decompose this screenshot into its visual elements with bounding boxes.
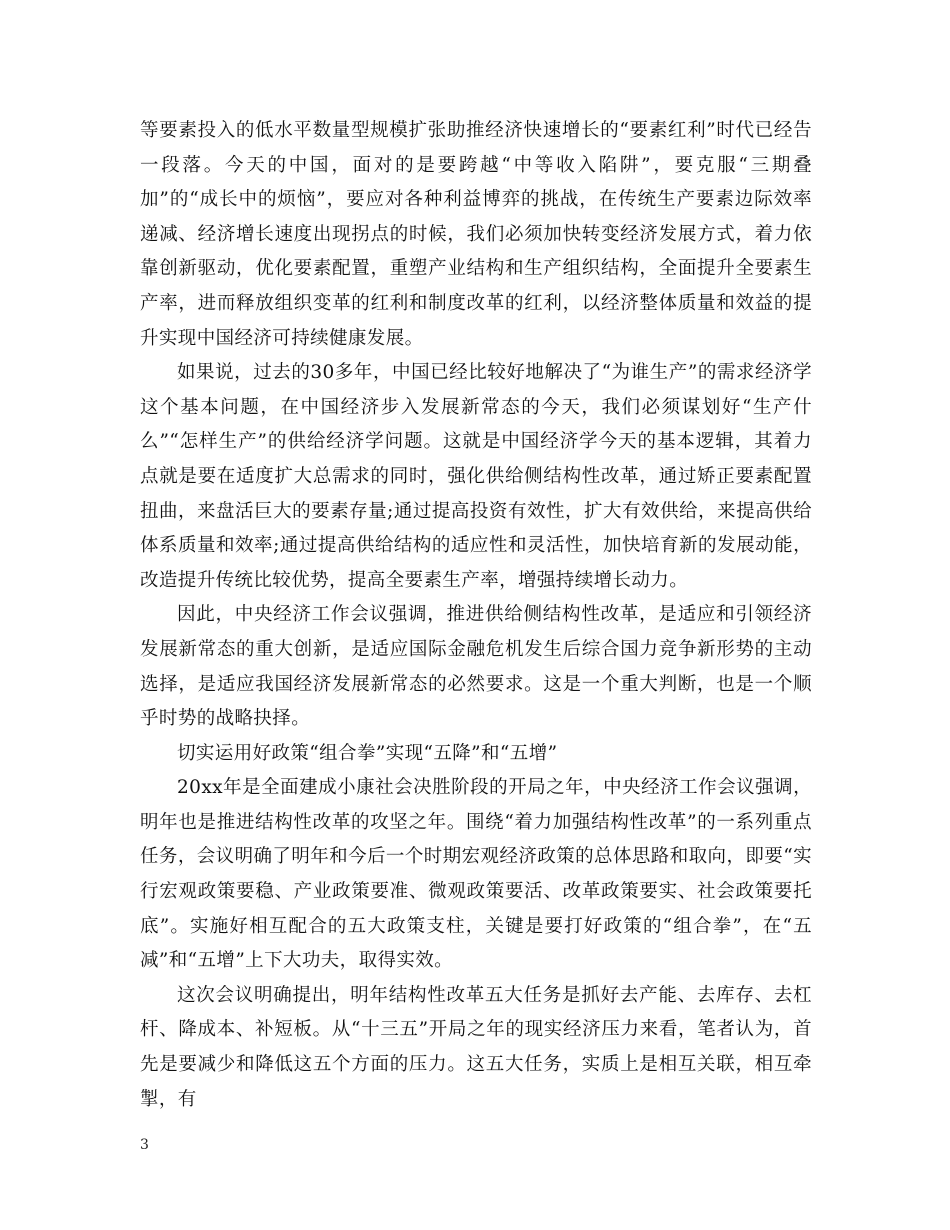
section-heading: 切实运用好政策“组合拳”实现“五降”和“五增” [177, 742, 558, 764]
document-body [140, 114, 812, 1117]
paragraph-1: 等要素投入的低水平数量型规模扩张助推经济快速增长的“要素红利”时代已经告一段落。今天的中国，面对的是要跨越“中等收入陷阱”，要克服“三期叠加”的“成长中的烦恼”，要应对各种利益博弈的挑战，在传统生产要素边际效率递减、经济增长速度出现拐点的时候，我们必须加快转变经济发展方式，着力依靠创新驱动，优化要素配置，重塑产业结构和生产组织结构，全面提升全要素生产率，进而释放组织变革的红利和制度改革的红利，以经济整体质量和效益的提升实现中国经济可持续健康发展。 [140, 120, 812, 349]
paragraph-3: 因此，中央经济工作会议强调，推进供给侧结构性改革，是适应和引领经济发展新常态的重大创新，是适应国际金融危机发生后综合国力竞争新形势的主动选择，是适应我国经济发展新常态的必然要求。这是一个重大判断，也是一个顺乎时势的战略抉择。 [140, 604, 812, 730]
paragraph-2: 如果说，过去的30多年，中国已经比较好地解决了“为谁生产”的需求经济学这个基本问题，在中国经济步入发展新常态的今天，我们必须谋划好“生产什么”“怎样生产”的供给经济学问题。这就是中国经济学今天的基本逻辑，其着力点就是要在适度扩大总需求的同时，强化供给侧结构性改革，通过矫正要素配置扭曲，来盘活巨大的要素存量;通过提高投资有效性，扩大有效供给，来提高供给体系质量和效率;通过提高供给结构的适应性和灵活性，加快培育新的发展动能，改造提升传统比较优势，提高全要素生产率，增强持续增长动力。 [140, 362, 812, 591]
page-number: 3 [140, 1137, 149, 1153]
paragraph-4: 20xx年是全面建成小康社会决胜阶段的开局之年，中央经济工作会议强调，明年也是推进结构性改革的攻坚之年。围绕“着力加强结构性改革”的一系列重点任务，会议明确了明年和今后一个时期宏观经济政策的总体思路和取向，即要“实行宏观政策要稳、产业政策要准、微观政策要活、改革政策要实、社会政策要托底”。实施好相互配合的五大政策支柱，关键是要打好政策的“组合拳”，在“五减”和“五增”上下大功夫，取得实效。 [140, 777, 812, 972]
paragraph-5: 这次会议明确提出，明年结构性改革五大任务是抓好去产能、去库存、去杠杆、降成本、补短板。从“十三五”开局之年的现实经济压力来看，笔者认为，首先是要减少和降低这五个方面的压力。这五大任务，实质上是相互关联，相互牵掣，有 [140, 984, 812, 1110]
